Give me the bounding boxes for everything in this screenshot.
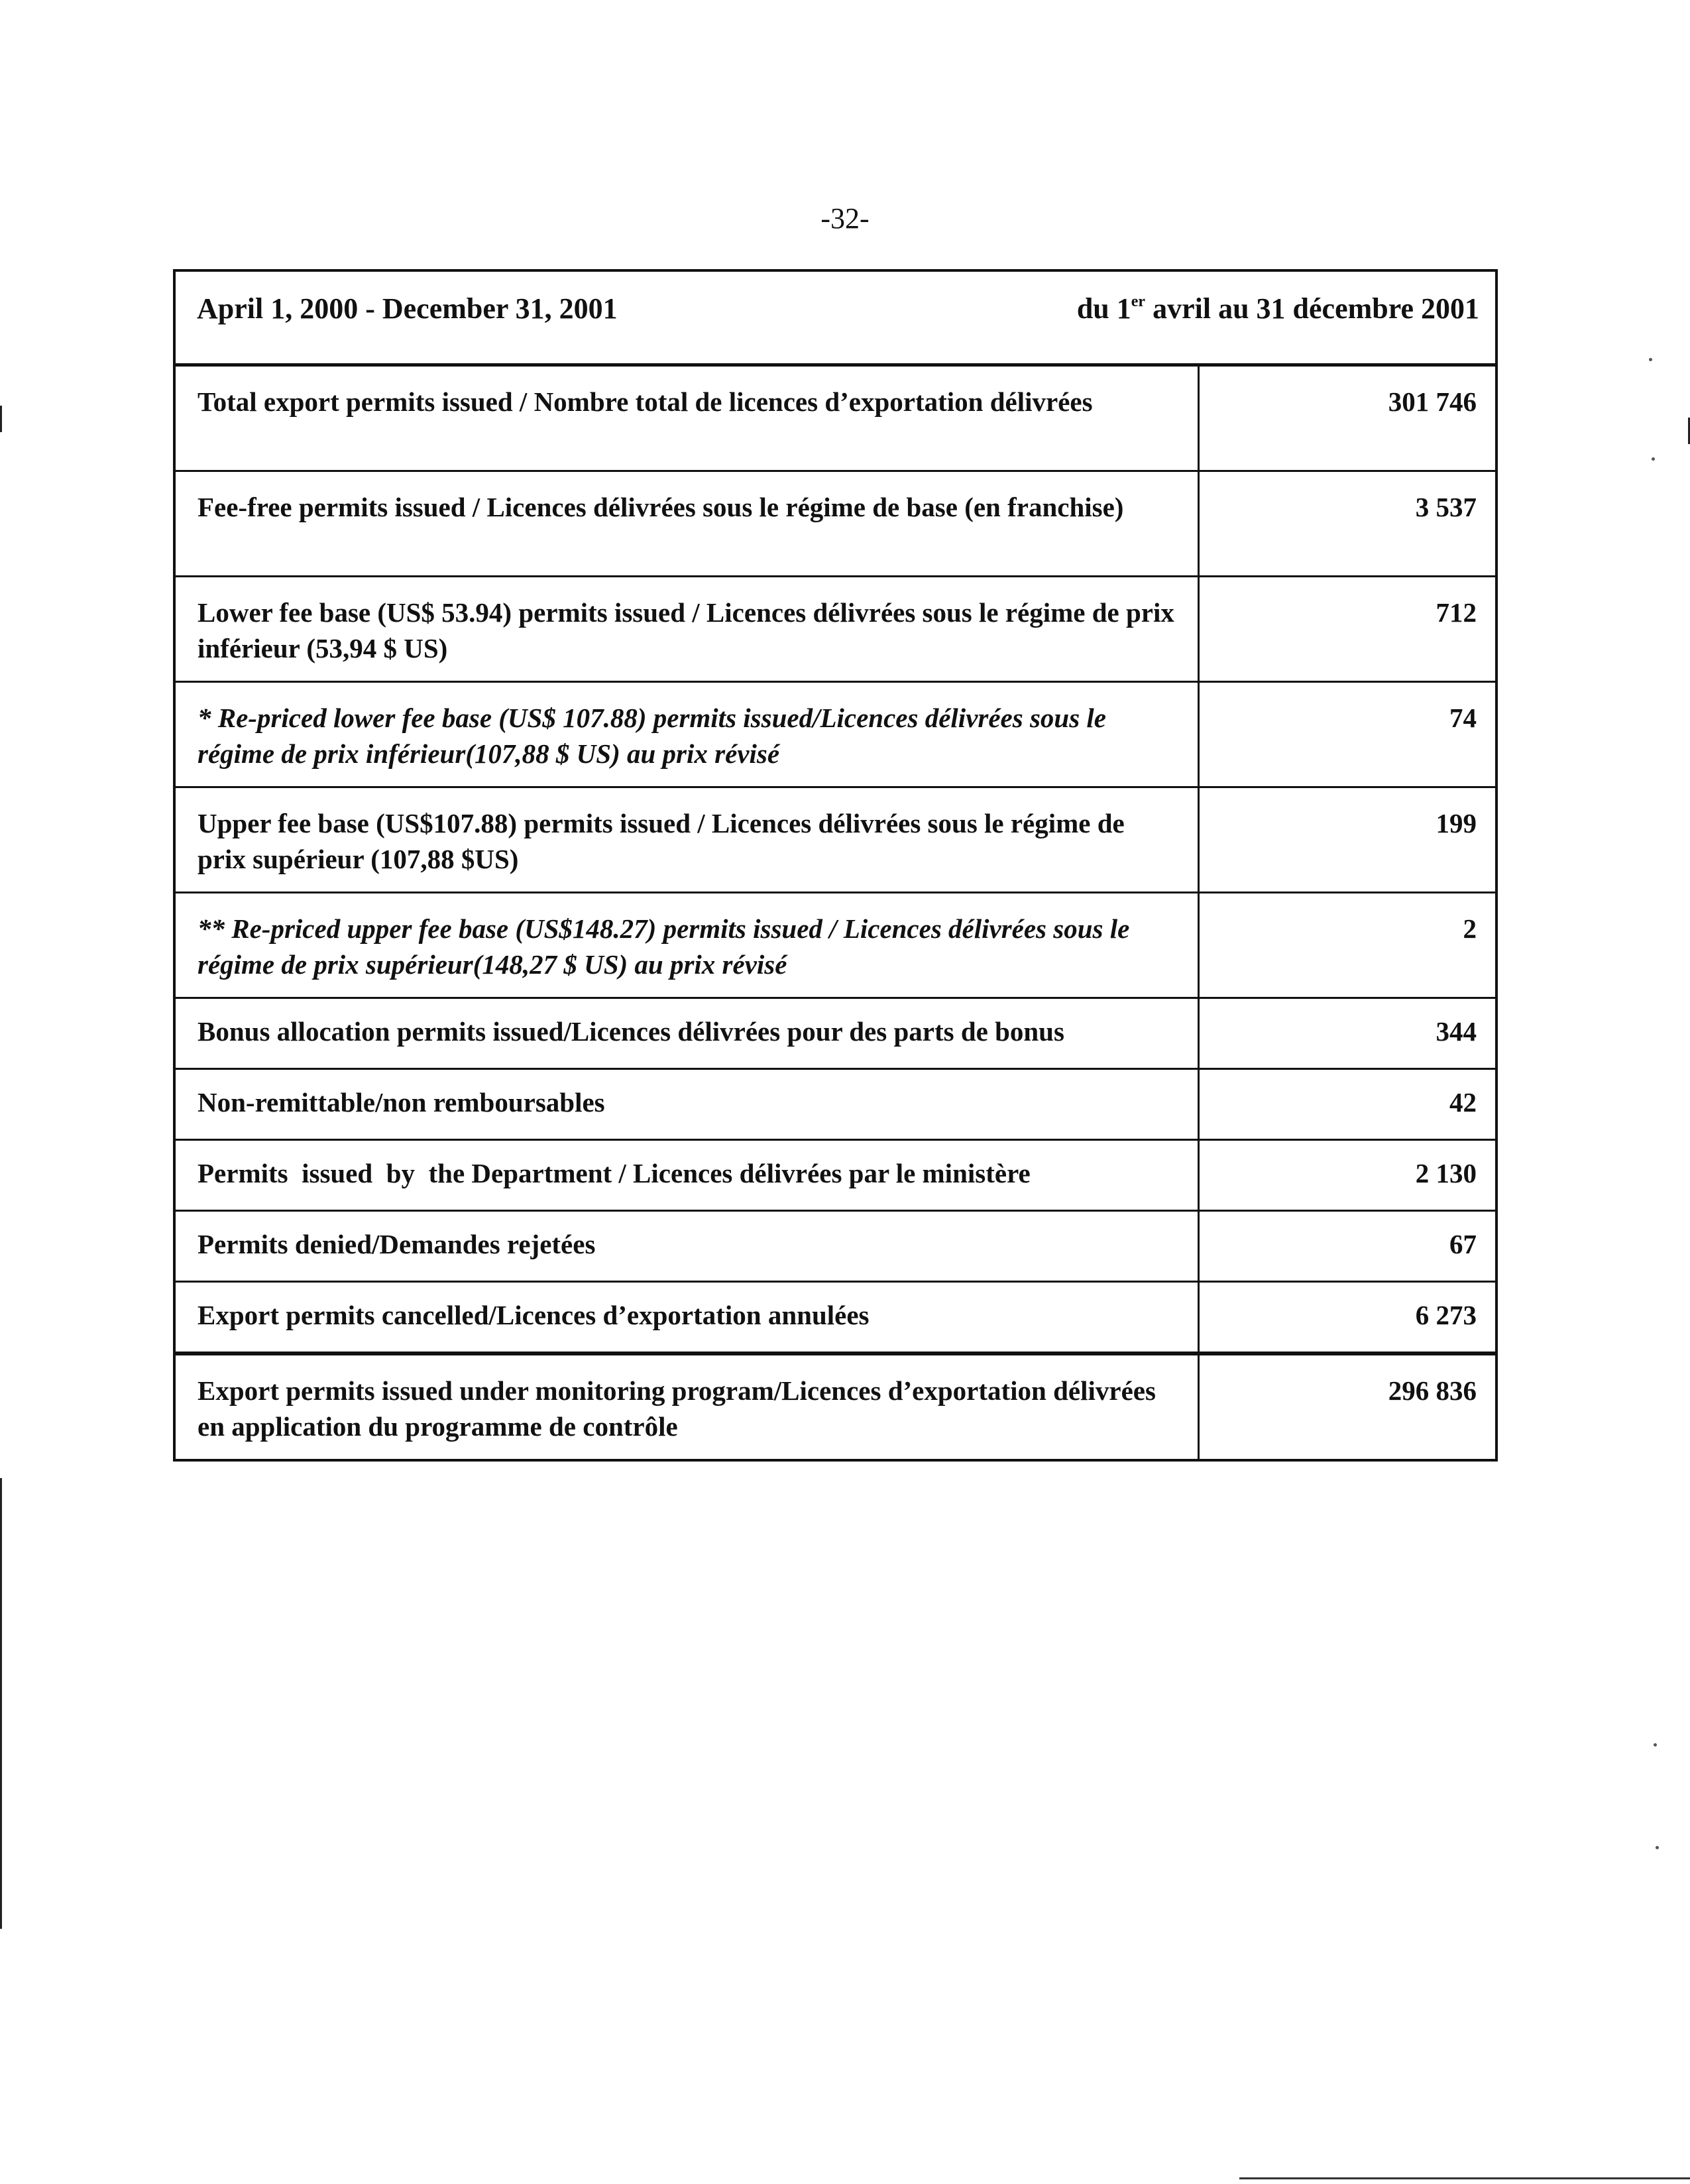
row-value: 301 746 <box>1198 365 1496 471</box>
row-label: ** Re-priced upper fee base (US$148.27) permits issued / Licences délivrées sous le régime de prix supérieur(148,27 $ US) au prix révisé <box>174 893 1198 998</box>
scan-speck <box>1649 358 1652 361</box>
row-label: Bonus allocation permits issued/Licences délivrées pour des parts de bonus <box>174 998 1198 1069</box>
table-row <box>174 577 1496 682</box>
table-row <box>174 1353 1496 1460</box>
row-value: 74 <box>1198 682 1496 787</box>
period-french-prefix: du 1 <box>1076 292 1131 325</box>
row-label: Export permits issued under monitoring program/Licences d’exportation délivrées en application du programme de contrôle <box>174 1353 1198 1460</box>
table-row <box>174 1140 1496 1211</box>
row-value: 712 <box>1198 577 1496 682</box>
export-permits-table <box>173 269 1498 1462</box>
table-row <box>174 471 1496 577</box>
row-value: 67 <box>1198 1211 1496 1282</box>
period-french-superscript: er <box>1131 293 1146 310</box>
row-label: * Re-priced lower fee base (US$ 107.88) permits issued/Licences délivrées sous le régime de prix inférieur(107,88 $ US) au prix révisé <box>174 682 1198 787</box>
left-margin-line <box>0 1478 2 1929</box>
period-french-suffix: avril au 31 décembre 2001 <box>1145 292 1479 325</box>
row-label: Permits issued by the Department / Licences délivrées par le ministère <box>174 1140 1198 1211</box>
row-label: Total export permits issued / Nombre total de licences d’exportation délivrées <box>174 365 1198 471</box>
table-header-cell <box>174 270 1496 365</box>
table-row <box>174 682 1496 787</box>
period-english: April 1, 2000 - December 31, 2001 <box>197 292 618 325</box>
row-value: 2 130 <box>1198 1140 1496 1211</box>
table-header-row <box>174 270 1496 365</box>
row-label: Upper fee base (US$107.88) permits issued / Licences délivrées sous le régime de prix supérieur (107,88 $US) <box>174 787 1198 893</box>
row-label: Lower fee base (US$ 53.94) permits issued / Licences délivrées sous le régime de prix inférieur (53,94 $ US) <box>174 577 1198 682</box>
row-value: 3 537 <box>1198 471 1496 577</box>
row-label: Export permits cancelled/Licences d’exportation annulées <box>174 1282 1198 1354</box>
scan-speck <box>1656 1846 1659 1849</box>
bottom-edge-line <box>1239 2177 1690 2179</box>
table-row <box>174 893 1496 998</box>
scan-speck <box>1654 1743 1657 1747</box>
row-value: 2 <box>1198 893 1496 998</box>
left-margin-line <box>0 406 2 432</box>
row-value: 6 273 <box>1198 1282 1496 1354</box>
table-row <box>174 1282 1496 1354</box>
table-row <box>174 365 1496 471</box>
row-label: Permits denied/Demandes rejetées <box>174 1211 1198 1282</box>
period-french <box>1077 290 1479 327</box>
row-value: 344 <box>1198 998 1496 1069</box>
table-row <box>174 1069 1496 1140</box>
row-value: 296 836 <box>1198 1353 1496 1460</box>
row-value: 42 <box>1198 1069 1496 1140</box>
scan-speck <box>1652 457 1655 461</box>
row-label: Non-remittable/non remboursables <box>174 1069 1198 1140</box>
row-value: 199 <box>1198 787 1496 893</box>
table-row <box>174 787 1496 893</box>
table-row <box>174 1211 1496 1282</box>
row-label: Fee-free permits issued / Licences délivrées sous le régime de base (en franchise) <box>174 471 1198 577</box>
page-number: -32- <box>820 202 870 235</box>
table-row <box>174 998 1496 1069</box>
